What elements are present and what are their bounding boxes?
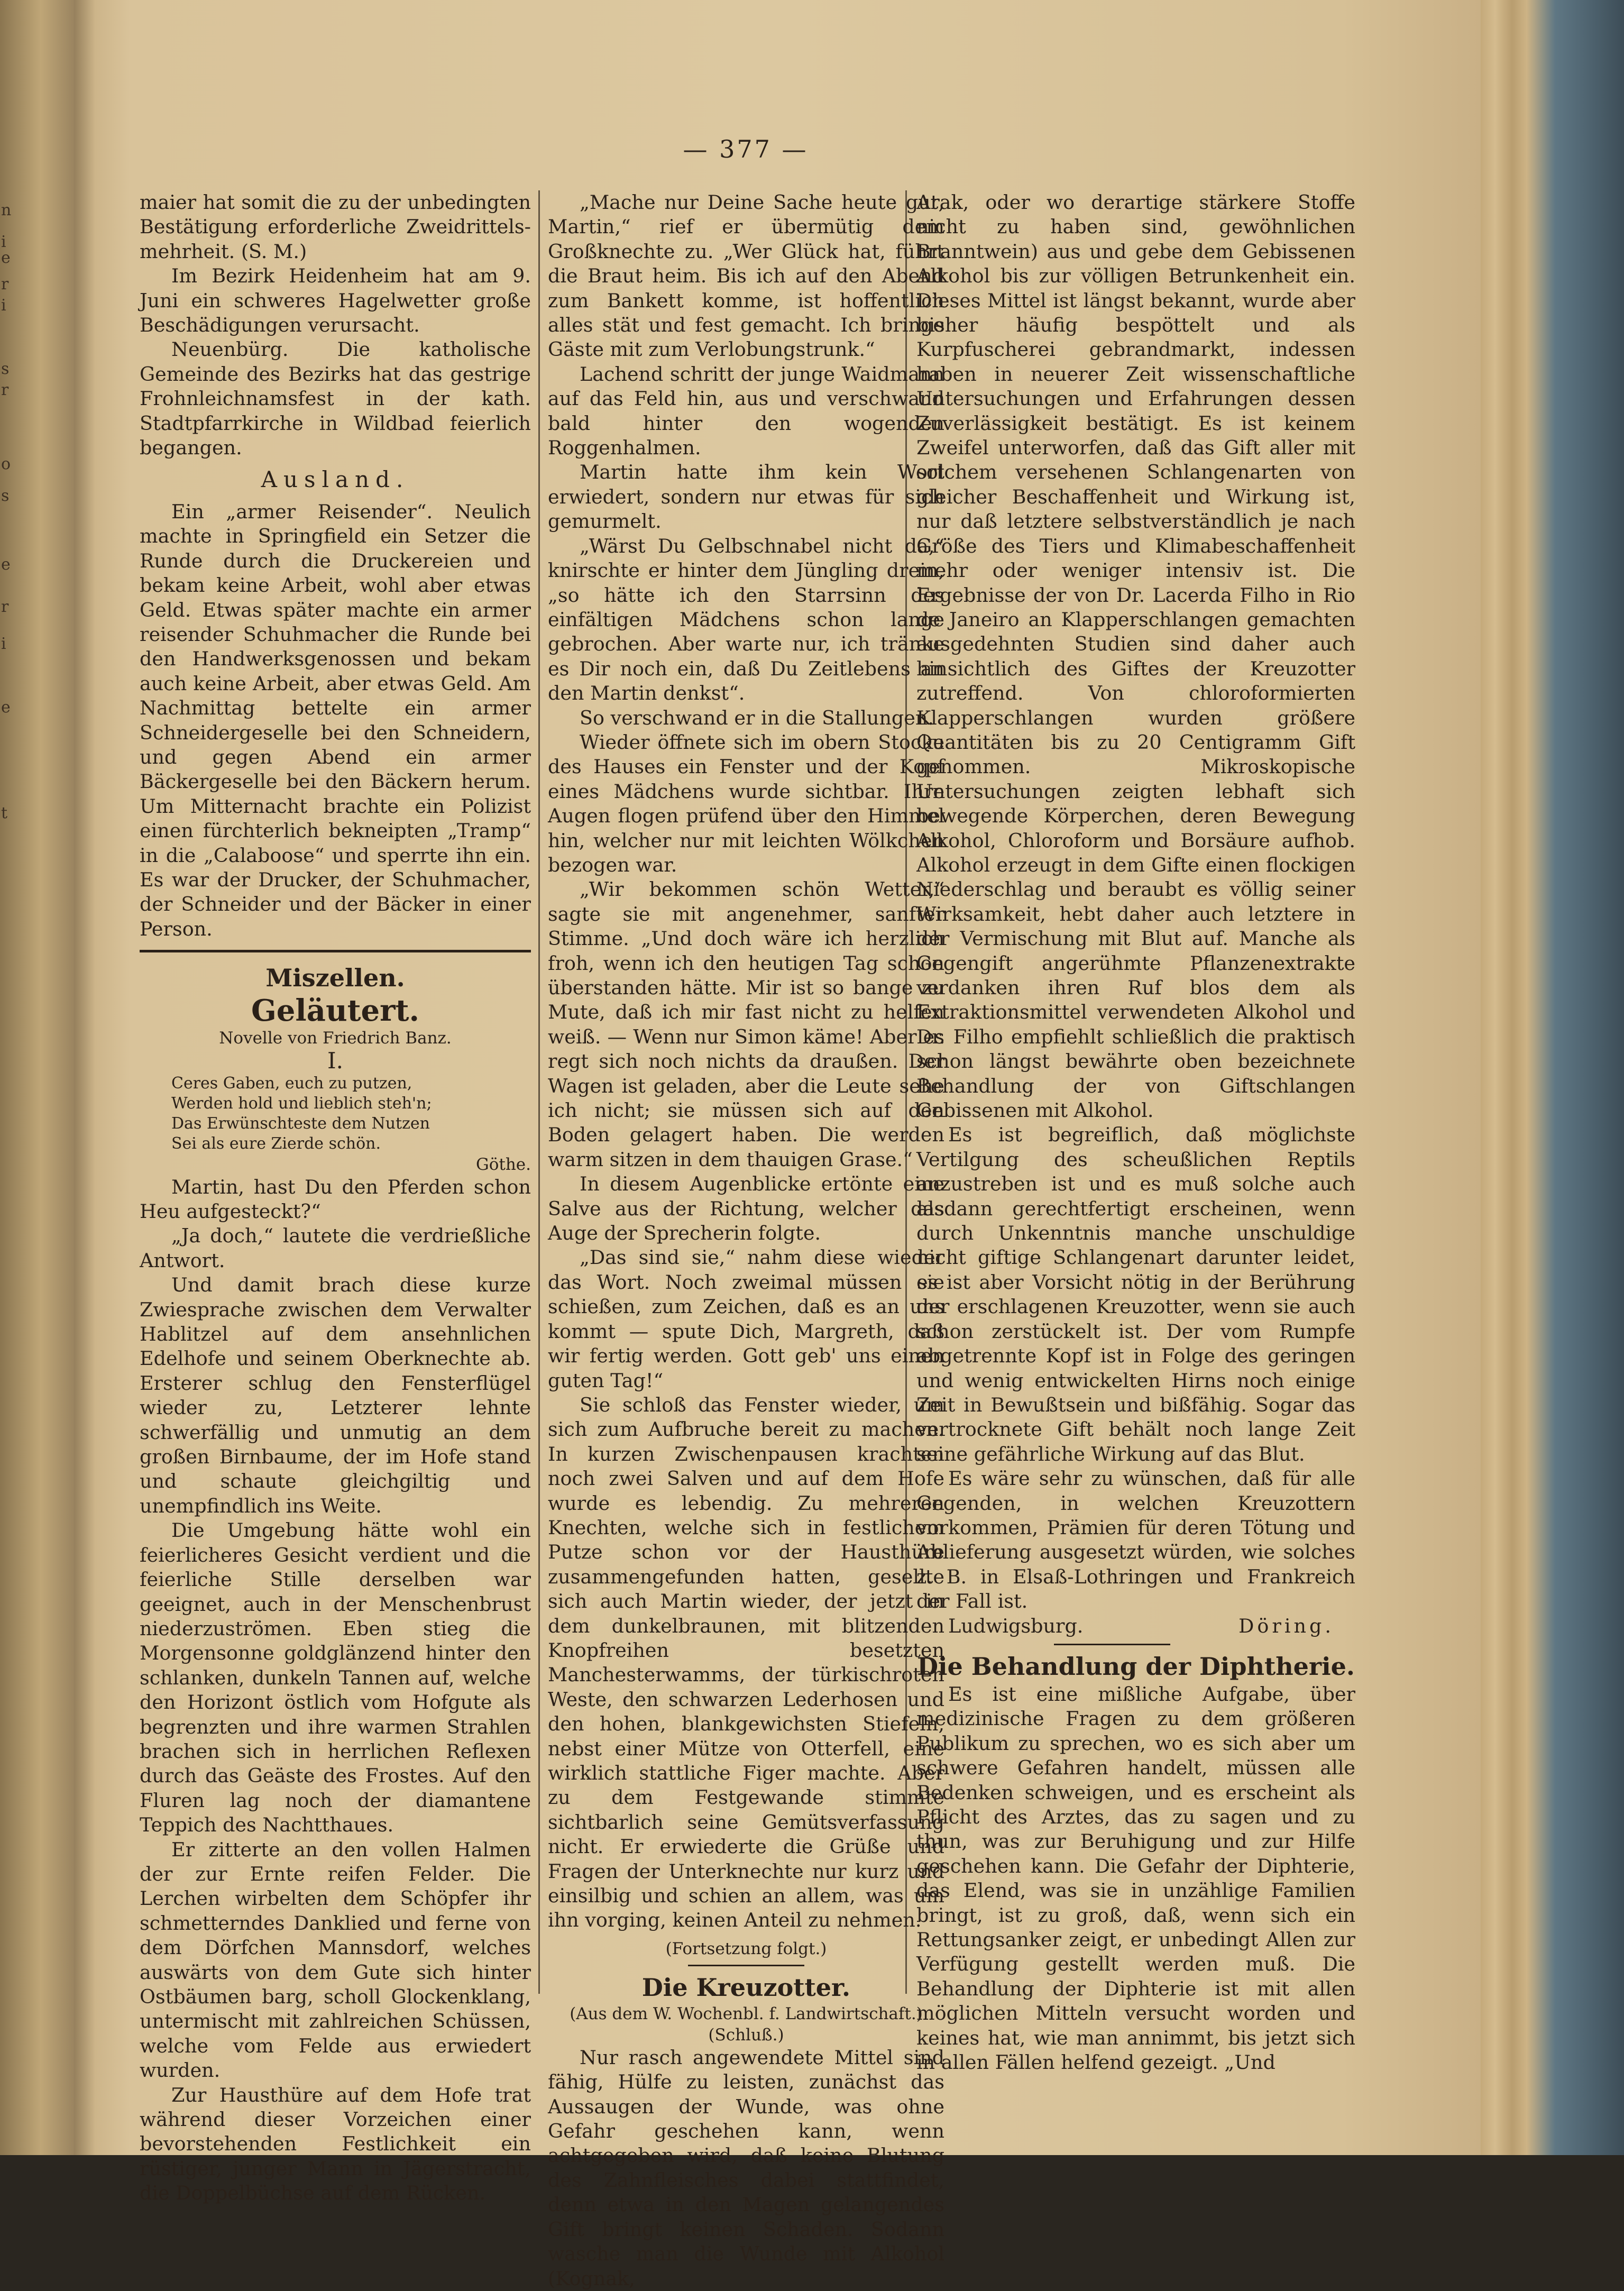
story-byline: Novelle von Friedrich Banz. bbox=[219, 1029, 452, 1048]
paragraph: „Ja doch,“ lautete die verdrießliche Antwort. bbox=[140, 1224, 531, 1272]
margin-fragment: s bbox=[1, 360, 10, 378]
paragraph: Ein „armer Reisender“. Neulich machte in Springfield ein Setzer die Runde durch die Druckereien und bekam keine Arbeit, wohl aber etwas Geld. Etwas später machte ein armer reisender Schuhmacher die Runde bei den Handwerksgenossen und bekam auch keine Arbeit, aber etwas Geld. Am Nachmittag bettelte ein armer Schneidergeselle bei den Schneidern, und gegen Abend ein armer Bäckergeselle bei den Bäckern herum. Um Mitternacht brachte ein Polizist einen fürchterlich bekneipten „Tramp“ in die „Calaboose“ und sperrte ihn ein. Es war der Drucker, der Schuhmacher, der Schneider und der Bäcker in einer Person. bbox=[140, 500, 531, 940]
facing-page-edge bbox=[0, 0, 74, 2155]
paragraph: So verschwand er in die Stallungen. bbox=[580, 706, 934, 729]
article-title-kreuzotter: Die Kreuzotter. bbox=[641, 1973, 851, 2002]
paragraph: Lachend schritt der junge Waidmann auf das Feld hin, aus und verschwand bald hinter den wogenden Roggenhalmen. bbox=[548, 362, 944, 460]
margin-fragment: i bbox=[1, 635, 6, 653]
margin-fragment: i bbox=[1, 296, 6, 315]
signature-author: Döring. bbox=[1238, 1614, 1334, 1637]
paragraph: maier hat somit die zu der unbedingten Bestätigung erforderliche Zweidrittels-mehrheit. (S. M.) bbox=[140, 191, 531, 263]
story-title: Geläutert. bbox=[251, 993, 420, 1029]
page-number: — 377 — bbox=[683, 135, 809, 163]
section-heading-ausland: Ausland. bbox=[261, 466, 410, 493]
column-3 bbox=[916, 190, 1355, 2075]
paragraph: Martin hatte ihm kein Wort erwiedert, sondern nur etwas für sich gemurmelt. bbox=[548, 461, 944, 533]
section-rule bbox=[1054, 1644, 1170, 1645]
paragraph: Im Bezirk Heidenheim hat am 9. Juni ein schweres Hagelwetter große Beschädigungen verursacht. bbox=[140, 264, 531, 337]
article-title-diphtherie: Die Behandlung der Diphtherie. bbox=[917, 1652, 1355, 1681]
section-rule bbox=[140, 950, 531, 952]
paragraph: „Wir bekommen schön Wetter,“ sagte sie mit angenehmer, sanfter Stimme. „Und doch wäre ich herzlich froh, wenn ich den heutigen Tag schon überstanden hätte. Mir ist so bange zu Mute, daß ich mir fast nicht zu helfen weiß. — Wenn nur Simon käme! Aber es regt sich noch nichts da draußen. Der Wagen ist geladen, aber die Leute sehe ich nicht; sie müssen sich auf den Boden gelagert haben. Die werden warm sitzen in dem thauigen Grase.“ bbox=[548, 878, 944, 1171]
paragraph: Martin, hast Du den Pferden schon Heu aufgesteckt?“ bbox=[140, 1175, 531, 1223]
margin-fragment: r bbox=[1, 381, 9, 399]
article-part: (Schluß.) bbox=[708, 2025, 784, 2045]
signature-line bbox=[916, 1614, 1355, 1638]
margin-fragment: i bbox=[1, 233, 6, 251]
margin-fragment: e bbox=[1, 555, 11, 574]
paragraph: „Wärst Du Gelbschnabel nicht da,“ knirschte er hinter dem Jüngling drein, „so hätte ich den Starrsinn des einfältigen Mädchens schon lange gebrochen. Aber warte nur, ich tränke es Dir noch ein, daß Du Zeitlebens an den Martin denkst“. bbox=[548, 534, 944, 705]
paragraph: Nur rasch angewendete Mittel sind fähig, Hülfe zu leisten, zunächst das Aussaugen der Wunde, was ohne Gefahr geschehen kann, wenn achtgegeben wird, daß keine Blutung des Zahnfleisches dabei stattfindet, denn etwa in den Magen gelangendes Gift bringt keinen Schaden. Sodann wasche man die Wunde mit Alkohol (Kognak, bbox=[548, 2046, 944, 2290]
paragraph: Und damit brach diese kurze Zwiesprache zwischen dem Verwalter Hablitzel auf dem ansehnlichen Edelhofe und seinem Oberknechte ab. Ersterer schlug den Fensterflügel wieder zu, Letzterer lehnte schwerfällig und unmutig an dem großen Birnbaume, der im Hofe stand und schaute gleichgiltig und unempfindlich ins Weite. bbox=[140, 1273, 531, 1517]
margin-fragment: r bbox=[1, 275, 9, 294]
paragraph: „Das sind sie,“ nahm diese wieder das Wort. Noch zweimal müssen sie schießen, zum Zeichen, daß es an uns kommt — spute Dich, Margreth, daß wir fertig werden. Gott geb' uns einen guten Tag!“ bbox=[548, 1246, 944, 1392]
paragraph: Es wäre sehr zu wünschen, daß für alle Gegenden, in welchen Kreuzottern vorkommen, Prämien für deren Tötung und Ablieferung ausgesetzt würden, wie solches z. B. in Elsaß-Lothringen und Frankreich der Fall ist. bbox=[916, 1467, 1355, 1613]
poem-line: Ceres Gaben, euch zu putzen, bbox=[171, 1074, 412, 1093]
margin-fragment: s bbox=[1, 487, 10, 505]
signature-place: Ludwigsburg. bbox=[948, 1614, 1084, 1637]
chapter-number: I. bbox=[327, 1048, 343, 1074]
margin-fragment: o bbox=[1, 455, 11, 473]
margin-fragment: n bbox=[1, 201, 12, 219]
column-2 bbox=[548, 190, 944, 2291]
poem-line: Das Erwünschteste dem Nutzen bbox=[171, 1114, 430, 1133]
paragraph: Wieder öffnete sich im obern Stocke des Hauses ein Fenster und der Kopf eines Mädchens wurde sichtbar. Ihre Augen flogen prüfend über den Himmel hin, welcher nur mit leichten Wölkchen bezogen war. bbox=[548, 730, 944, 876]
paragraph: Die Umgebung hätte wohl ein feierlicheres Gesicht verdient und die feierliche Stille derselben war geeignet, auch in der Menschenbrust niederzuströmen. Eben stieg die Morgensonne goldglänzend hinter den schlanken, dunkeln Tannen auf, welche den Horizont östlich vom Hofgute als begrenzten und ihre warmen Strahlen brachen sich in herrlichen Reflexen durch das Geäste des Frostes. Auf den Fluren lag noch der diamantene Teppich des Nachtthaues. bbox=[140, 1519, 531, 1837]
paragraph: Es ist eine mißliche Aufgabe, über medizinische Fragen zu dem größeren Publikum zu sprechen, wo es sich aber um schwere Gefahren handelt, müssen alle Bedenken schweigen, und es erscheint als Pflicht des Arztes, das zu sagen und zu thun, was zur Beruhigung und zur Hilfe geschehen kann. Die Gefahr der Diphterie, das Elend, was sie in unzählige Familien bringt, ist zu groß, daß, wenn sich ein Rettungsanker zeigt, er unbedingt Allen zur Verfügung gestellt werden muß. Die Behandlung der Diphterie ist mit allen möglichen Mitteln versucht worden und keines hat, wie man annimmt, bis jetzt sich in allen Fällen helfend gezeigt. „Und bbox=[916, 1682, 1355, 2074]
column-divider bbox=[538, 190, 540, 1994]
margin-fragment: e bbox=[1, 698, 11, 717]
section-heading-miszellen: Miszellen. bbox=[265, 964, 405, 993]
column-1 bbox=[140, 190, 531, 2206]
poem-line: Sei als eure Zierde schön. bbox=[171, 1134, 381, 1153]
margin-fragment: e bbox=[1, 249, 11, 267]
paragraph: Sie schloß das Fenster wieder, um sich zum Aufbruche bereit zu machen. In kurzen Zwischenpausen krachten noch zwei Salven und auf dem Hofe wurde es lebendig. Zu mehreren Knechten, welche sich in festlichem Putze schon vor der Hausthüre zusammengefunden hatten, gesellte sich auch Martin wieder, der jetzt in dem dunkelbraunen, mit blitzenden Knopfreihen besetzten Manchesterwamms, der türkischroten Weste, den schwarzen Lederhosen und den hohen, blankgewichsten Stiefeln, nebst einer Mütze von Otterfell, eine wirklich stattliche Figer machte. Aber zu dem Festgewande stimmte sichtbarlich seine Gemütsverfassung nicht. Er erwiederte die Grüße und Fragen der Unterknechte nur kurz und einsilbig und schien an allem, was um ihn vorging, keinen Anteil zu nehmen. bbox=[548, 1393, 944, 1932]
paragraph: Neuenbürg. Die katholische Gemeinde des Bezirks hat das gestrige Frohnleichnamsfest in der kath. Stadtpfarrkirche in Wildbad feierlich begangen. bbox=[140, 338, 531, 460]
continuation-note: (Fortsetzung folgt.) bbox=[665, 1939, 827, 1958]
paragraph: Zur Hausthüre auf dem Hofe trat während dieser Vorzeichen einer bevorstehenden Festlichkeit ein rüstiger, junger Mann in Jägerstracht, die Doppelbüchse auf dem Rücken. bbox=[140, 2083, 531, 2205]
margin-fragment: r bbox=[1, 598, 9, 616]
section-rule bbox=[688, 1965, 804, 1966]
paragraph: Er zitterte an den vollen Halmen der zur Ernte reifen Felder. Die Lerchen wirbelten dem Schöpfer ihr schmetterndes Danklied und ferne von dem Dörfchen Mannsdorf, welches auswärts von dem Gute sich hinter Ostbäumen barg, scholl Glockenklang, untermischt mit zahlreichen Schüssen, welche vom Felde aus erwiedert wurden. bbox=[140, 1838, 531, 2082]
paragraph: In diesem Augenblicke ertönte eine Salve aus der Richtung, welcher das Auge der Sprecherin folgte. bbox=[548, 1172, 944, 1245]
margin-fragment: t bbox=[1, 804, 8, 822]
paragraph: „Mache nur Deine Sache heute gut, Martin,“ rief er übermütig dem Großknechte zu. „Wer Glück hat, führt die Braut heim. Bis ich auf den Abend zum Bankett komme, ist hoffentlich alles stät und fest gemacht. Ich bringe Gäste mit zum Verlobungstrunk.“ bbox=[548, 191, 944, 361]
paragraph: Arak, oder wo derartige stärkere Stoffe nicht zu haben sind, gewöhnlichen Branntwein) aus und gebe dem Gebissenen Alkohol bis zur völligen Betrunkenheit ein. Dieses Mittel ist längst bekannt, wurde aber bisher häufig bespöttelt und als Kurpfuscherei gebrandmarkt, indessen haben in neuerer Zeit wissenschaftliche Untersuchungen und Erfahrungen dessen Zuverlässigkeit bestätigt. Es ist keinem Zweifel unterworfen, daß das Gift aller mit solchem versehenen Schlangenarten von gleicher Beschaffenheit und Wirkung ist, nur daß letztere selbstverständlich je nach Größe des Tiers und Klimabeschaffenheit mehr oder weniger intensiv ist. Die Ergebnisse der von Dr. Lacerda Filho in Rio de Janeiro an Klapperschlangen gemachten ausgedehnten Studien sind daher auch hinsichtlich des Giftes der Kreuzotter zutreffend. Von chloroformierten Klapperschlangen wurden größere Quantitäten bis zu 20 Centigramm Gift genommen. Mikroskopische Untersuchungen zeigten lebhaft sich bewegende Körperchen, deren Bewegung Alkohol, Chloroform und Borsäure aufhob. Alkohol erzeugt in dem Gifte einen flockigen Niederschlag und beraubt es völlig seiner Wirksamkeit, hebt daher auch letztere in der Vermischung mit Blut auf. Manche als Gegengift angerühmte Pflanzenextrakte verdanken ihren Ruf blos dem als Extraktionsmittel verwendeten Alkohol und Dr. Filho empfiehlt schließlich die praktisch schon längst bewährte oben bezeichnete Behandlung der von Giftschlangen Gebissenen mit Alkohol. bbox=[916, 191, 1355, 1122]
paragraph: Es ist begreiflich, daß möglichste Vertilgung des scheußlichen Reptils anzustreben ist und es muß solche auch alsdann gerechtfertigt erscheinen, wenn durch Unkenntnis manche unschuldige nicht giftige Schlangenart darunter leidet, es ist aber Vorsicht nötig in der Berührung der erschlagenen Kreuzotter, wenn sie auch schon zerstückelt ist. Der vom Rumpfe abgetrennte Kopf ist in Folge des geringen und wenig entwickelten Hirns noch einige Zeit in Bewußtsein und bißfähig. Sogar das vertrocknete Gift behält noch lange Zeit seine gefährliche Wirkung auf das Blut. bbox=[916, 1123, 1355, 1465]
poem-line: Werden hold und lieblich steh'n; bbox=[171, 1094, 432, 1113]
article-source: (Aus dem W. Wochenbl. f. Landwirtschaft.) bbox=[570, 2004, 923, 2023]
poem-author: Göthe. bbox=[475, 1154, 531, 1174]
gutter-shadow bbox=[74, 0, 95, 2155]
book-edge bbox=[1481, 0, 1624, 2155]
